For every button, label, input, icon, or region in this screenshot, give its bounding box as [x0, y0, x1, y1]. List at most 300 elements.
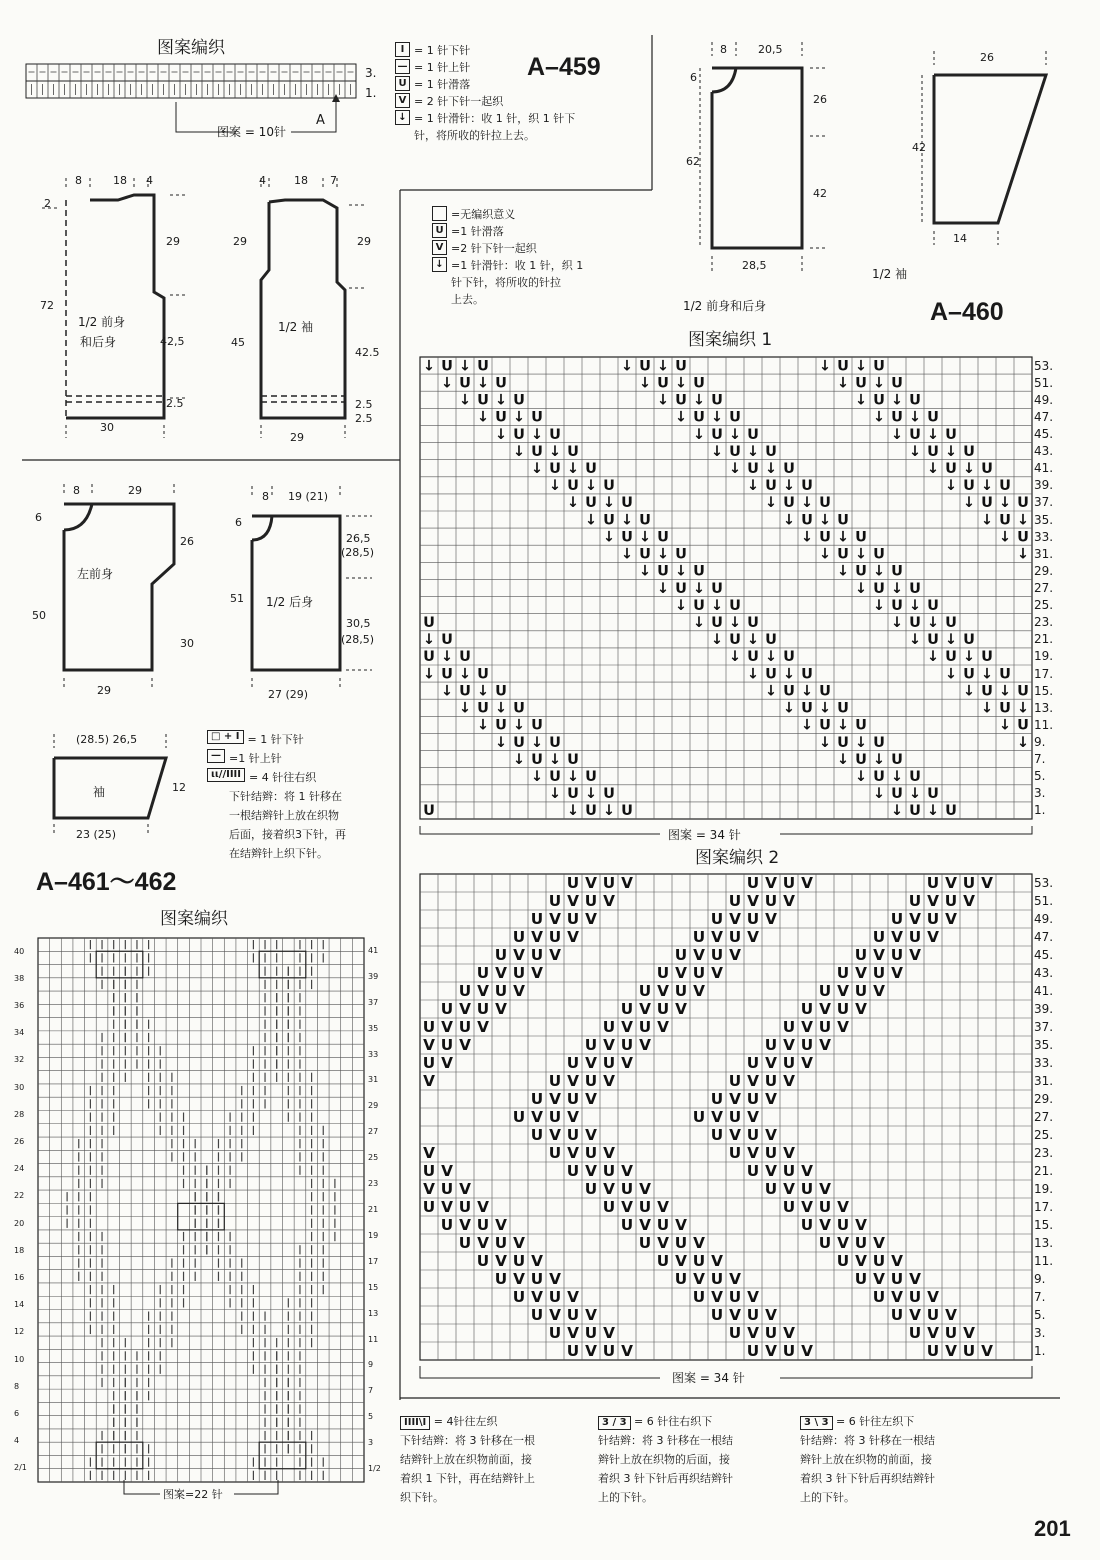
slip-stitch-mark: ↓: [908, 632, 922, 649]
drop-stitch-mark: U: [728, 1108, 742, 1127]
slip-stitch-mark: ↓: [692, 426, 706, 443]
drop-stitch-mark: U: [854, 1270, 868, 1289]
knit-symbol-icon: I: [395, 42, 410, 57]
k2tog-mark: V: [531, 928, 543, 947]
drop-stitch-mark: U: [764, 1324, 778, 1343]
drop-stitch-mark: U: [512, 1288, 526, 1307]
drop-stitch-mark: U: [855, 563, 867, 580]
k2tog-mark: V: [513, 1270, 525, 1289]
k2tog-mark: V: [603, 892, 615, 911]
drop-stitch-mark: U: [584, 1180, 598, 1199]
row-number: 3: [368, 1438, 374, 1448]
row-number: 29.: [1034, 1092, 1054, 1106]
drop-stitch-mark: U: [891, 786, 903, 803]
drop-stitch-mark: U: [711, 615, 723, 632]
k2tog-mark: V: [747, 928, 759, 947]
drop-stitch-mark: U: [476, 964, 490, 983]
row-number: 21.: [1034, 1164, 1054, 1178]
k2tog-mark: V: [891, 964, 903, 983]
k2tog-mark: V: [585, 1126, 597, 1145]
drop-stitch-mark: U: [495, 409, 507, 426]
drop-stitch-mark: U: [783, 683, 795, 700]
drop-stitch-mark: U: [656, 1216, 670, 1235]
drop-stitch-mark: U: [855, 529, 867, 546]
row-number: 33.: [1034, 529, 1054, 544]
row-number: 9.: [1034, 735, 1046, 749]
drop-stitch-mark: U: [782, 1162, 796, 1181]
drop-stitch-mark: U: [909, 426, 921, 443]
a461-chart-title: 图案编织: [160, 909, 228, 929]
drop-stitch-mark: U: [620, 1000, 634, 1019]
k2tog-mark: V: [459, 1180, 471, 1199]
drop-stitch-mark: U: [927, 409, 939, 426]
drop-stitch-mark: U: [458, 1234, 472, 1253]
k2tog-mark: V: [801, 1198, 813, 1217]
k2tog-mark: V: [873, 982, 885, 1001]
row-number: 25.: [1034, 598, 1054, 613]
k2tog-mark: V: [945, 874, 957, 893]
drop-stitch-mark: U: [854, 1234, 868, 1253]
cable-right-6-icon: 3 / 3: [598, 1416, 631, 1430]
slip-stitch-mark: ↓: [656, 580, 670, 597]
chart2-grid: [420, 874, 1032, 1360]
drop-stitch-mark: U: [494, 1270, 508, 1289]
a461-back-label: 1/2 后身: [266, 595, 314, 609]
drop-stitch-mark: U: [945, 615, 957, 632]
slip-stitch-mark: ↓: [980, 666, 994, 683]
k2tog-mark: V: [945, 1306, 957, 1325]
slip-stitch-mark: ↓: [530, 734, 544, 751]
row-number: 35.: [1034, 1038, 1054, 1052]
a459-row-3: 3.: [365, 66, 377, 80]
drop-stitch-mark: U: [585, 769, 597, 786]
k2tog-mark: V: [729, 1270, 741, 1289]
k2tog-mark: V: [765, 1162, 777, 1181]
drop-stitch-mark: U: [710, 1090, 724, 1109]
slip-stitch-mark: ↓: [710, 632, 724, 649]
slip-stitch-mark: ↓: [692, 615, 706, 632]
drop-stitch-mark: U: [674, 1270, 688, 1289]
a461-code: A–461～462: [36, 868, 177, 896]
row-number: 17.: [1034, 1200, 1054, 1214]
drop-stitch-mark: U: [818, 1018, 832, 1037]
slip-stitch-mark: ↓: [818, 546, 832, 563]
drop-stitch-mark: U: [746, 1054, 760, 1073]
drop-stitch-mark: U: [818, 1234, 832, 1253]
drop-stitch-mark: U: [602, 1018, 616, 1037]
slip-stitch-mark: ↓: [782, 512, 796, 529]
drop-stitch-mark: U: [459, 649, 471, 666]
drop-stitch-mark: U: [908, 1324, 922, 1343]
k2tog-mark: V: [441, 1054, 453, 1073]
k2tog-mark: V: [747, 892, 759, 911]
slip-stitch-mark: ↓: [872, 751, 886, 768]
slip-stitch-mark: ↓: [728, 649, 742, 666]
slip-stitch-mark: ↓: [548, 751, 562, 768]
row-number: 33: [368, 1049, 379, 1059]
row-number: 9: [368, 1360, 374, 1370]
row-number: 41.: [1034, 984, 1054, 998]
slip-stitch-mark: ↓: [908, 597, 922, 614]
drop-stitch-mark: U: [692, 928, 706, 947]
drop-stitch-mark: U: [620, 1036, 634, 1055]
drop-stitch-mark: U: [513, 734, 525, 751]
drop-stitch-mark: U: [602, 1054, 616, 1073]
drop-stitch-mark: U: [800, 1036, 814, 1055]
drop-stitch-mark: U: [890, 1306, 904, 1325]
drop-stitch-mark: U: [531, 751, 543, 768]
k2tog-mark: V: [531, 964, 543, 983]
drop-stitch-mark: U: [981, 649, 993, 666]
k2tog-mark: V: [747, 1288, 759, 1307]
row-number: 16: [14, 1273, 25, 1282]
slip-stitch-icon: ↓: [395, 110, 410, 125]
slip-stitch-mark: ↓: [710, 409, 724, 426]
slip-stitch-mark: ↓: [854, 769, 868, 786]
drop-stitch-mark: U: [729, 409, 741, 426]
a460-legend: =无编织意义 U =1 针滑落 V =2 针下针一起织 ↓ =1 针滑针：收 1 针，织 1 针下针，将所收的针拉 上去。: [432, 206, 583, 308]
k2tog-mark: V: [783, 892, 795, 911]
drop-stitch-mark: U: [422, 1162, 436, 1181]
a460-code: A–460: [930, 298, 1004, 326]
slip-stitch-mark: ↓: [710, 443, 724, 460]
slip-stitch-mark: ↓: [764, 649, 778, 666]
drop-stitch-mark: U: [962, 1342, 976, 1361]
row-number: 29.: [1034, 563, 1054, 578]
drop-stitch-mark: U: [782, 874, 796, 893]
k2tog-mark: V: [657, 1234, 669, 1253]
row-number: 6: [14, 1409, 20, 1418]
row-number: 35: [368, 1023, 379, 1033]
drop-stitch-mark: U: [909, 769, 921, 786]
drop-stitch-mark: U: [675, 546, 687, 563]
row-number: 21.: [1034, 632, 1054, 647]
drop-stitch-mark: U: [548, 1108, 562, 1127]
drop-stitch-mark: U: [513, 426, 525, 443]
k2tog-mark: V: [603, 1144, 615, 1163]
a459-pattern-title: 图案编织: [157, 38, 225, 58]
drop-stitch-mark: U: [584, 1072, 598, 1091]
k2tog-mark: V: [459, 1036, 471, 1055]
k2tog-mark: V: [729, 910, 741, 929]
drop-stitch-mark: U: [746, 1162, 760, 1181]
drop-stitch-mark: U: [1017, 495, 1029, 512]
row-number: 21: [368, 1205, 379, 1214]
slip-stitch-mark: ↓: [818, 512, 832, 529]
k2tog-mark: V: [873, 1234, 885, 1253]
k2tog-mark: V: [747, 1072, 759, 1091]
k2tog-mark: V: [945, 910, 957, 929]
drop-stitch-mark: U: [620, 1216, 634, 1235]
drop-stitch-mark: U: [674, 946, 688, 965]
slip-stitch-mark: ↓: [692, 392, 706, 409]
drop-stitch-mark: U: [800, 1216, 814, 1235]
drop-stitch-mark: U: [584, 1144, 598, 1163]
drop-stitch-mark: U: [638, 982, 652, 1001]
row-number: 15.: [1034, 683, 1054, 698]
drop-stitch-mark: U: [423, 615, 435, 632]
drop-stitch-mark: U: [746, 910, 760, 929]
slip-stitch-mark: ↓: [800, 683, 814, 700]
row-number: 32: [14, 1055, 25, 1065]
drop-stitch-mark: U: [819, 495, 831, 512]
drop-stitch-mark: U: [656, 1252, 670, 1271]
k2tog-mark: V: [765, 1126, 777, 1145]
k2tog-mark: V: [585, 1162, 597, 1181]
purl-symbol-icon: —: [395, 59, 410, 74]
k2tog-mark: V: [567, 1288, 579, 1307]
k2tog-mark: V: [585, 1054, 597, 1073]
drop-stitch-icon: U: [432, 223, 447, 238]
drop-stitch-mark: U: [530, 1090, 544, 1109]
slip-stitch-mark: ↓: [998, 683, 1012, 700]
k2tog-mark: V: [603, 1036, 615, 1055]
drop-stitch-mark: U: [783, 495, 795, 512]
k2tog-mark: V: [693, 1270, 705, 1289]
drop-stitch-mark: U: [692, 1288, 706, 1307]
row-number: 31.: [1034, 1074, 1054, 1088]
slip-stitch-mark: ↓: [692, 580, 706, 597]
drop-stitch-mark: U: [603, 786, 615, 803]
slip-stitch-mark: ↓: [566, 461, 580, 478]
k2tog-mark: V: [477, 1018, 489, 1037]
drop-stitch-mark: U: [728, 1144, 742, 1163]
slip-stitch-mark: ↓: [854, 358, 868, 375]
slip-stitch-mark: ↓: [656, 358, 670, 375]
k2tog-mark: V: [585, 1306, 597, 1325]
drop-stitch-mark: U: [639, 358, 651, 375]
drop-stitch-mark: U: [548, 1144, 562, 1163]
k2tog-mark: V: [441, 1198, 453, 1217]
row-number: 19.: [1034, 1182, 1054, 1196]
k2tog-mark: V: [837, 1018, 849, 1037]
slip-stitch-mark: ↓: [980, 512, 994, 529]
drop-stitch-mark: U: [513, 392, 525, 409]
k2tog-mark: V: [657, 1018, 669, 1037]
k2tog-mark: V: [783, 1180, 795, 1199]
k2tog-mark: V: [549, 1306, 561, 1325]
k2tog-mark: V: [747, 1108, 759, 1127]
row-number: 41.: [1034, 461, 1054, 476]
drop-stitch-mark: U: [872, 964, 886, 983]
drop-stitch-mark: U: [621, 529, 633, 546]
drop-stitch-mark: U: [494, 946, 508, 965]
slip-stitch-mark: ↓: [890, 803, 904, 820]
row-number: 10: [14, 1354, 25, 1364]
k2tog-mark: V: [639, 1180, 651, 1199]
slip-stitch-mark: ↓: [548, 478, 562, 495]
k2tog-mark: V: [801, 1162, 813, 1181]
drop-stitch-mark: U: [549, 769, 561, 786]
slip-stitch-mark: ↓: [728, 426, 742, 443]
slip-stitch-mark: ↓: [782, 700, 796, 717]
drop-stitch-mark: U: [855, 751, 867, 768]
k2tog-mark: V: [801, 1054, 813, 1073]
drop-stitch-mark: U: [693, 409, 705, 426]
drop-stitch-mark: U: [1017, 683, 1029, 700]
drop-stitch-mark: U: [945, 461, 957, 478]
drop-stitch-mark: U: [783, 461, 795, 478]
row-number: 3.: [1034, 1326, 1046, 1340]
drop-stitch-mark: U: [458, 1018, 472, 1037]
slip-stitch-mark: ↓: [962, 649, 976, 666]
slip-stitch-mark: ↓: [764, 495, 778, 512]
slip-stitch-mark: ↓: [620, 512, 634, 529]
slip-stitch-mark: ↓: [728, 461, 742, 478]
drop-stitch-mark: U: [639, 512, 651, 529]
k2tog-mark: V: [531, 1288, 543, 1307]
a459-row-1: 1.: [365, 86, 377, 100]
k2tog-mark: V: [855, 1216, 867, 1235]
k2tog-mark: V: [783, 1036, 795, 1055]
drop-stitch-mark: U: [963, 632, 975, 649]
k2tog-mark: V: [927, 892, 939, 911]
slip-stitch-mark: ↓: [674, 409, 688, 426]
k2tog-mark: V: [873, 946, 885, 965]
slip-stitch-mark: ↓: [926, 803, 940, 820]
k2tog-mark: V: [729, 1306, 741, 1325]
cable-left-4-icon: ΙΙΙΙ\Ι: [400, 1416, 430, 1430]
a459-front-label-1: 1/2 前身: [78, 315, 126, 329]
drop-stitch-mark: U: [566, 1162, 580, 1181]
k2tog-mark: V: [765, 1090, 777, 1109]
row-number: 39.: [1034, 478, 1054, 493]
drop-stitch-mark: U: [728, 1288, 742, 1307]
k2tog-mark: V: [531, 1252, 543, 1271]
slip-stitch-mark: ↓: [998, 495, 1012, 512]
drop-stitch-mark: U: [548, 1324, 562, 1343]
drop-stitch-mark: U: [999, 666, 1011, 683]
cable-left-6-icon: 3 \ 3: [800, 1416, 833, 1430]
row-number: 23.: [1034, 1146, 1054, 1160]
drop-stitch-mark: U: [711, 580, 723, 597]
slip-stitch-mark: ↓: [836, 375, 850, 392]
drop-stitch-mark: U: [476, 1216, 490, 1235]
slip-stitch-mark: ↓: [818, 358, 832, 375]
slip-stitch-mark: ↓: [836, 563, 850, 580]
a461-legend: □ + I = 1 针下针 — =1 针上针 ιι//ΙΙΙΙ = 4 针往右织 下针结辫：将 1 针移在 一根结辫针上放在织物 后面，接着织3下针，再 在结辫针上织下针。: [207, 730, 346, 863]
drop-stitch-mark: U: [837, 546, 849, 563]
drop-stitch-mark: U: [602, 1342, 616, 1361]
slip-stitch-mark: ↓: [962, 495, 976, 512]
row-number: 53.: [1034, 358, 1054, 373]
row-number: 39: [368, 971, 379, 981]
drop-stitch-mark: U: [909, 615, 921, 632]
slip-stitch-mark: ↓: [476, 375, 490, 392]
k2tog-mark: V: [621, 1198, 633, 1217]
drop-stitch-mark: U: [621, 495, 633, 512]
slip-stitch-mark: ↓: [710, 597, 724, 614]
cable-right-icon: ιι//ΙΙΙΙ: [207, 768, 245, 782]
drop-stitch-mark: U: [819, 529, 831, 546]
slip-stitch-mark: ↓: [854, 580, 868, 597]
k2tog-mark: V: [477, 1234, 489, 1253]
row-number: 3.: [1034, 786, 1046, 801]
slip-stitch-mark: ↓: [512, 443, 526, 460]
slip-stitch-mark: ↓: [746, 666, 760, 683]
drop-stitch-mark: U: [710, 946, 724, 965]
drop-stitch-mark: U: [890, 1270, 904, 1289]
drop-stitch-mark: U: [458, 1198, 472, 1217]
a459-arrow-label: A: [316, 113, 325, 128]
k2tog-mark: V: [729, 1126, 741, 1145]
slip-stitch-mark: ↓: [818, 734, 832, 751]
row-number: 49.: [1034, 912, 1054, 926]
slip-stitch-mark: ↓: [944, 666, 958, 683]
drop-stitch-mark: U: [603, 512, 615, 529]
drop-stitch-mark: U: [548, 1072, 562, 1091]
k2tog-mark: V: [549, 1126, 561, 1145]
row-number: 14: [14, 1300, 25, 1310]
row-number: 7.: [1034, 1290, 1046, 1304]
drop-stitch-mark: U: [836, 1000, 850, 1019]
a461-back-schematic: [222, 480, 372, 700]
k2tog-mark: V: [567, 892, 579, 911]
drop-stitch-mark: U: [926, 874, 940, 893]
drop-stitch-mark: U: [422, 1054, 436, 1073]
drop-stitch-mark: U: [873, 392, 885, 409]
slip-stitch-mark: ↓: [548, 443, 562, 460]
drop-stitch-mark: U: [567, 751, 579, 768]
drop-stitch-mark: U: [927, 632, 939, 649]
slip-stitch-mark: ↓: [872, 597, 886, 614]
k2tog-mark: V: [495, 1252, 507, 1271]
slip-stitch-mark: ↓: [728, 615, 742, 632]
drop-stitch-mark: U: [909, 580, 921, 597]
row-number: 7: [368, 1386, 374, 1396]
k2tog-mark: V: [855, 1000, 867, 1019]
drop-stitch-mark: U: [621, 803, 633, 820]
knit-symbol-icon: □ + I: [207, 730, 244, 744]
drop-stitch-mark: U: [818, 1198, 832, 1217]
row-number: 45.: [1034, 427, 1054, 441]
row-number: 25: [368, 1153, 379, 1163]
row-number: 37.: [1034, 495, 1054, 510]
row-number: 45.: [1034, 948, 1054, 962]
row-number: 36: [14, 1001, 25, 1010]
row-number: 38: [14, 973, 25, 983]
drop-stitch-mark: U: [441, 632, 453, 649]
k2tog-mark: V: [927, 928, 939, 947]
slip-stitch-mark: ↓: [512, 409, 526, 426]
k2tog-mark: V: [711, 1108, 723, 1127]
slip-stitch-mark: ↓: [458, 392, 472, 409]
drop-stitch-mark: U: [656, 964, 670, 983]
slip-stitch-mark: ↓: [818, 700, 832, 717]
drop-stitch-mark: U: [729, 443, 741, 460]
k2tog-mark: V: [423, 1144, 435, 1163]
slip-stitch-mark: ↓: [584, 786, 598, 803]
drop-stitch-mark: U: [530, 1126, 544, 1145]
drop-stitch-mark: U: [422, 1018, 436, 1037]
k2tog-mark: V: [621, 1342, 633, 1361]
drop-stitch-mark: U: [530, 1270, 544, 1289]
drop-stitch-mark: U: [711, 426, 723, 443]
drop-stitch-mark: U: [764, 1144, 778, 1163]
k2tog-mark: V: [963, 1324, 975, 1343]
slip-stitch-mark: ↓: [458, 358, 472, 375]
slip-stitch-mark: ↓: [1016, 700, 1030, 717]
k2tog-mark: V: [819, 1216, 831, 1235]
drop-stitch-mark: U: [657, 529, 669, 546]
k2tog-mark: V: [693, 982, 705, 1001]
drop-stitch-mark: U: [728, 892, 742, 911]
k2tog-mark: V: [909, 946, 921, 965]
slip-stitch-mark: ↓: [908, 409, 922, 426]
drop-stitch-mark: U: [944, 1324, 958, 1343]
drop-stitch-mark: U: [837, 358, 849, 375]
k2tog-mark: V: [567, 1324, 579, 1343]
